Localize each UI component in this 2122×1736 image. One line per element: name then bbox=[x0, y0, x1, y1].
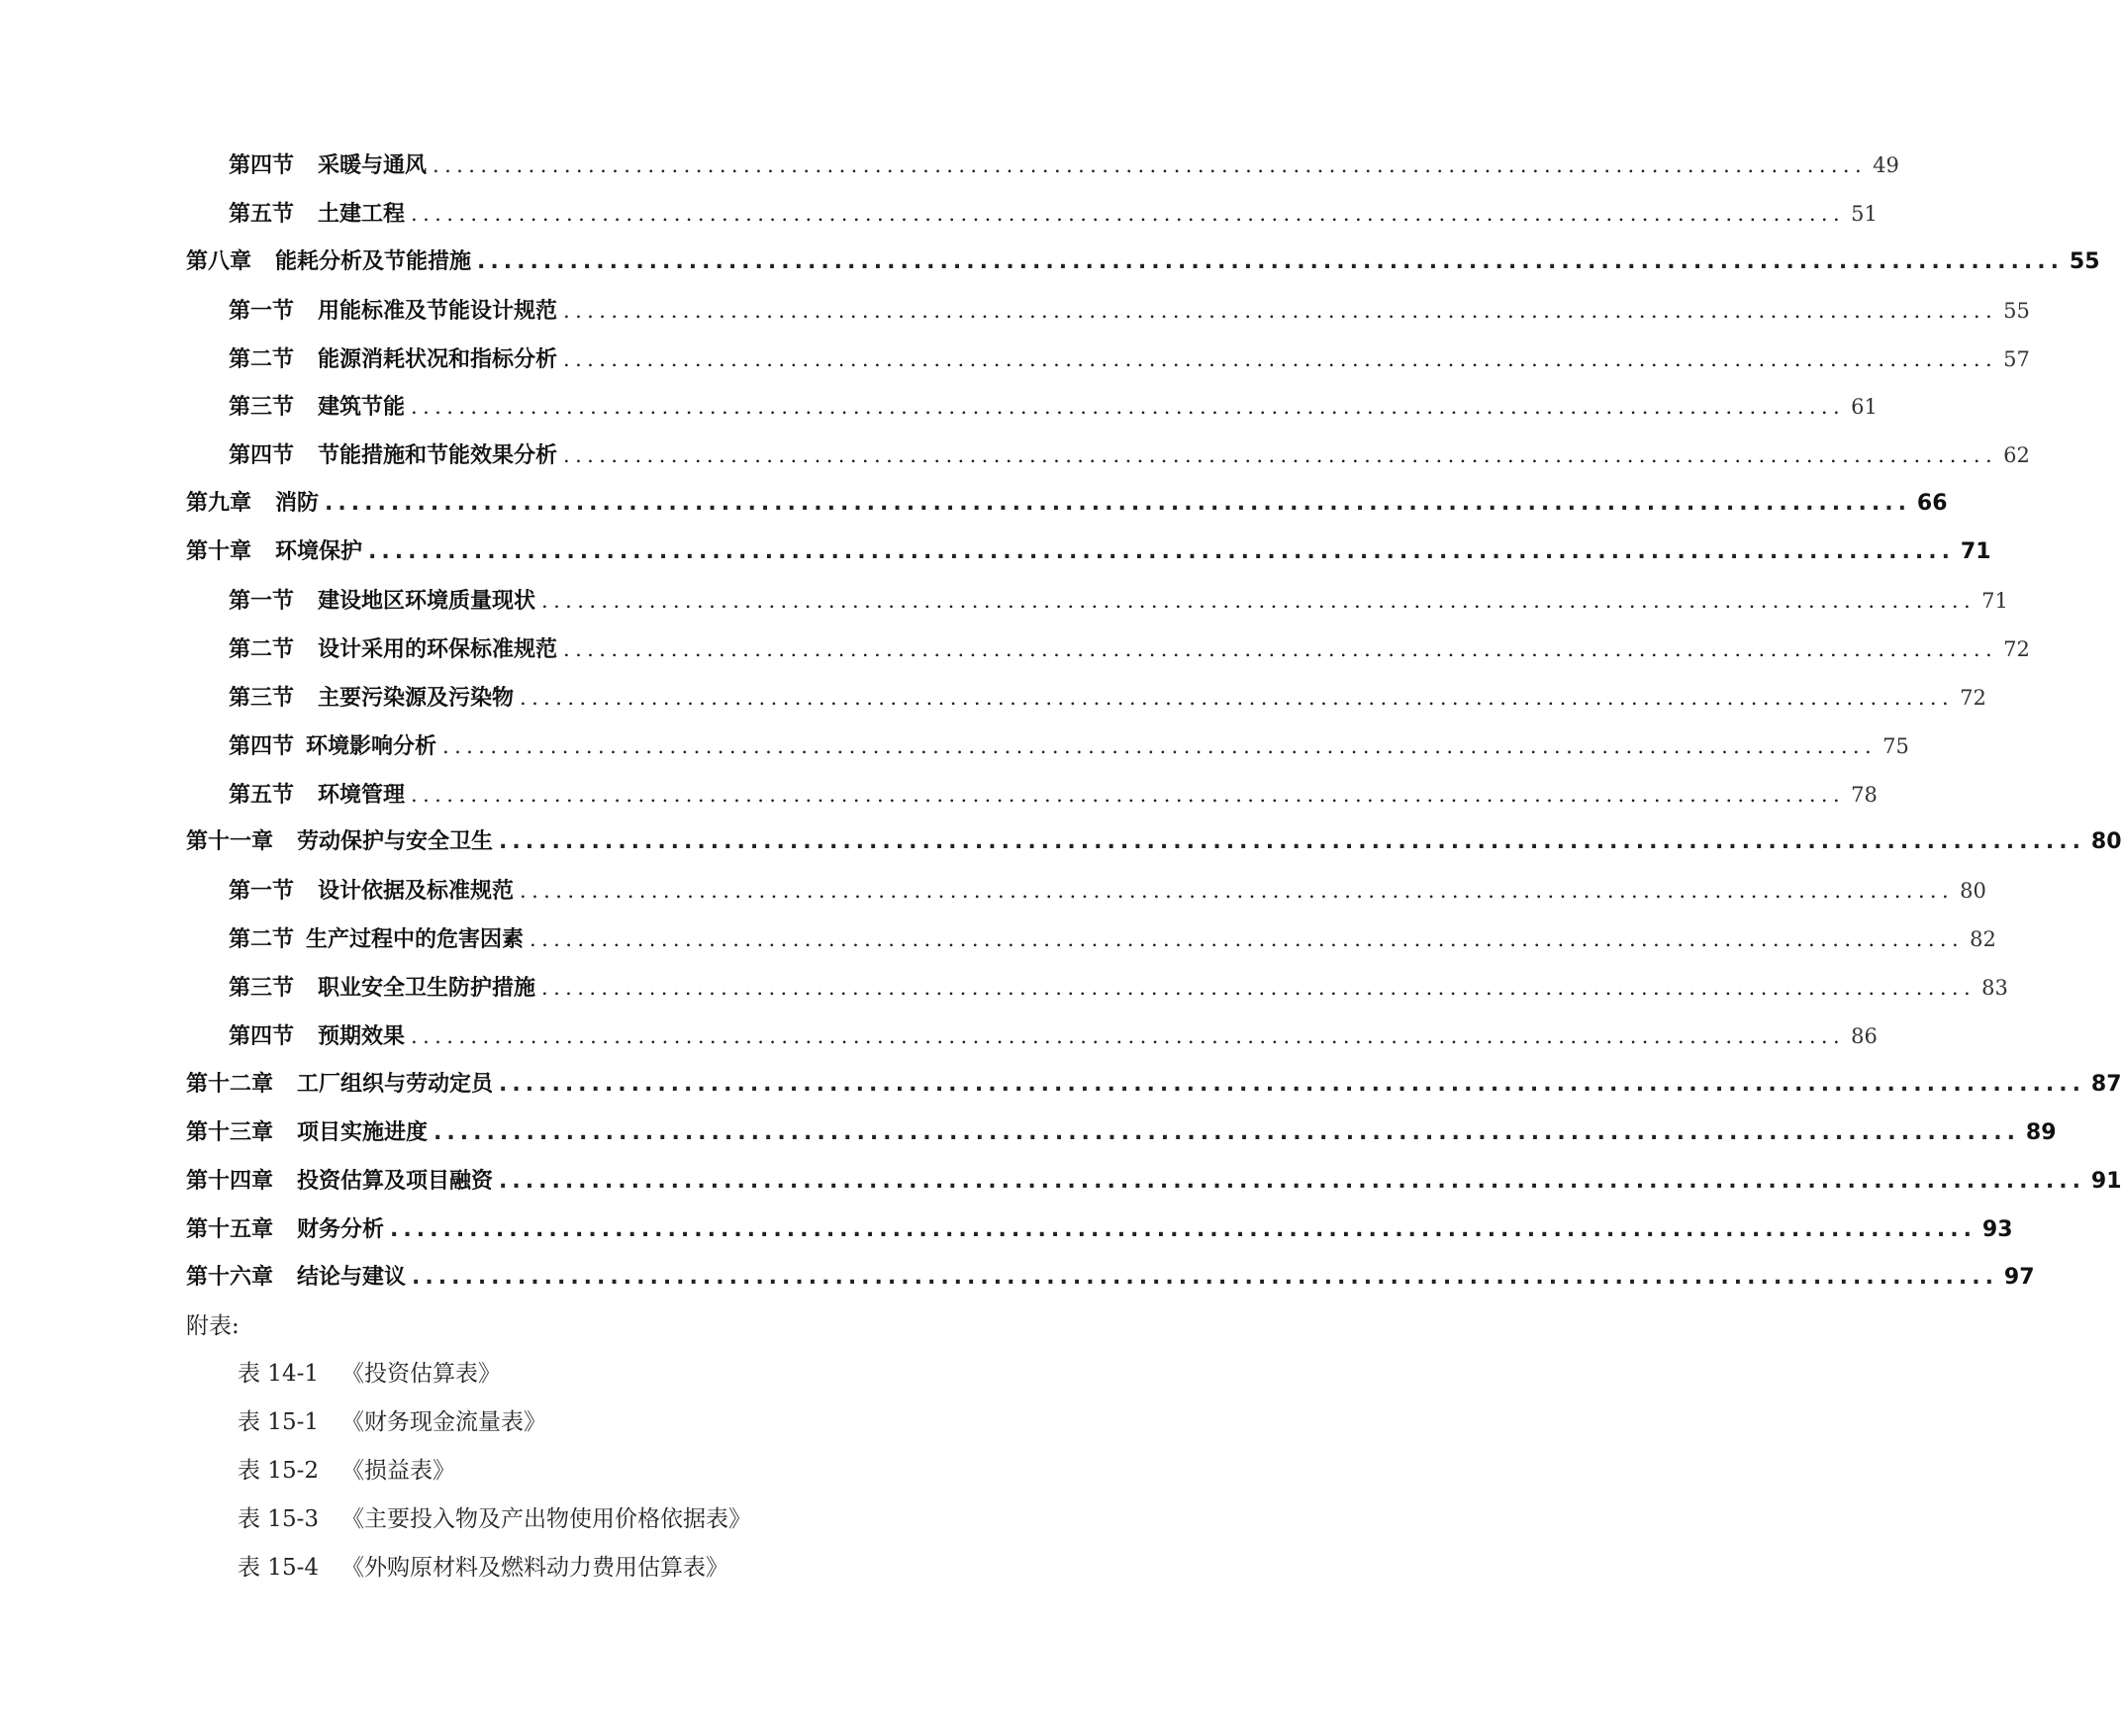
toc-entry-page: 55 bbox=[2003, 298, 2030, 323]
toc-dot-leader: ........................................................................................................................ bbox=[520, 685, 1955, 710]
toc-dot-leader: ........................................................................................................................ bbox=[411, 395, 1846, 420]
toc-entry-title: 财务分析 bbox=[297, 1216, 385, 1242]
appendix-item-code: 表 15-4 bbox=[238, 1554, 319, 1581]
toc-entry-number: 第一节 bbox=[229, 298, 295, 324]
toc-entry-number: 第四节 bbox=[229, 1024, 295, 1050]
toc-entry-page: 93 bbox=[1981, 1216, 2013, 1242]
appendix-item-code: 表 15-2 bbox=[238, 1457, 319, 1484]
toc-dot-leader: ........................................................................................................................ bbox=[499, 829, 2085, 855]
toc-entry-number: 第五节 bbox=[229, 201, 295, 227]
toc-entry-page: 72 bbox=[2003, 636, 2030, 661]
appendix-title: 附表: bbox=[186, 1313, 240, 1339]
toc-dot-leader: ........................................................................................................................ bbox=[499, 1071, 2085, 1097]
toc-entry-page: 87 bbox=[2090, 1071, 2122, 1097]
toc-entry-title: 环境保护 bbox=[275, 539, 363, 565]
toc-entry-title: 项目实施进度 bbox=[297, 1119, 429, 1145]
toc-entry-page: 62 bbox=[2003, 443, 2030, 468]
toc-entry-title: 结论与建议 bbox=[297, 1265, 407, 1291]
appendix-item-code: 表 15-3 bbox=[238, 1505, 319, 1532]
toc-entry-page: 83 bbox=[1981, 976, 2008, 1001]
toc-chapter-row[interactable] bbox=[186, 1254, 2035, 1302]
toc-chapter-row[interactable] bbox=[186, 480, 1948, 529]
toc-dot-leader: ........................................................................................................................ bbox=[541, 976, 1977, 1001]
toc-entry-title: 消防 bbox=[275, 491, 320, 517]
toc-section-row[interactable] bbox=[186, 916, 1996, 964]
toc-entry-number: 第八章 bbox=[186, 248, 252, 274]
toc-entry-page: 57 bbox=[2003, 346, 2030, 371]
toc-entry-title: 预期效果 bbox=[318, 1024, 406, 1050]
appendix-item-name: 《投资估算表》 bbox=[341, 1361, 501, 1387]
toc-section-row[interactable] bbox=[186, 626, 2030, 674]
toc-entry-title: 能源消耗状况和指标分析 bbox=[318, 346, 558, 372]
toc-entry-number: 第二节 bbox=[229, 636, 295, 662]
toc-chapter-row[interactable] bbox=[186, 1061, 2122, 1109]
toc-entry-title: 主要污染源及污染物 bbox=[318, 685, 515, 711]
toc-entry-title: 建筑节能 bbox=[318, 395, 406, 421]
toc-dot-leader: ........................................................................................................................ bbox=[411, 1024, 1846, 1049]
toc-dot-leader: ........................................................................................................................ bbox=[325, 491, 1911, 517]
appendix-item-name: 《主要投入物及产出物使用价格依据表》 bbox=[341, 1505, 751, 1532]
toc-entry-page: 71 bbox=[1981, 589, 2008, 614]
toc-entry-number: 第三节 bbox=[229, 685, 295, 711]
toc-section-row[interactable] bbox=[186, 190, 1878, 239]
toc-entry-page: 89 bbox=[2025, 1119, 2057, 1145]
toc-entry-number: 第三节 bbox=[229, 395, 295, 421]
appendix-list bbox=[238, 1350, 751, 1591]
toc-entry-title: 环境管理 bbox=[318, 782, 406, 808]
toc-entry-number: 第四节 bbox=[229, 733, 295, 759]
toc-dot-leader: ........................................................................................................................ bbox=[563, 346, 1998, 371]
toc-entry-number: 第二节 bbox=[229, 346, 295, 372]
toc-entry-title: 土建工程 bbox=[318, 201, 406, 227]
toc-section-row[interactable] bbox=[186, 867, 1986, 916]
toc-section-row[interactable] bbox=[186, 723, 1909, 771]
appendix-item bbox=[238, 1350, 751, 1398]
toc-dot-leader: ........................................................................................................................ bbox=[477, 248, 2064, 274]
toc-section-row[interactable] bbox=[186, 577, 2008, 626]
toc-dot-leader: ........................................................................................................................ bbox=[530, 927, 1965, 952]
toc-entry-page: 66 bbox=[1916, 491, 1948, 517]
toc-entry-page: 97 bbox=[2003, 1265, 2035, 1291]
toc-entry-title: 生产过程中的危害因素 bbox=[306, 927, 525, 953]
toc-section-row[interactable] bbox=[186, 287, 2030, 336]
toc-dot-leader: ........................................................................................................................ bbox=[563, 443, 1998, 468]
toc-entry-title: 设计采用的环保标准规范 bbox=[318, 636, 558, 662]
toc-dot-leader: ........................................................................................................................ bbox=[442, 733, 1878, 758]
toc-dot-leader: ........................................................................................................................ bbox=[390, 1216, 1977, 1242]
toc-section-row[interactable] bbox=[186, 771, 1878, 820]
toc-section-row[interactable] bbox=[186, 336, 2030, 384]
appendix-item bbox=[238, 1495, 751, 1544]
toc-entry-page: 86 bbox=[1851, 1024, 1878, 1049]
toc-entry-page: 91 bbox=[2090, 1168, 2122, 1194]
toc-entry-page: 82 bbox=[1970, 927, 1996, 952]
toc-entry-page: 80 bbox=[1960, 879, 1986, 904]
toc-dot-leader: ........................................................................................................................ bbox=[434, 1119, 2020, 1145]
toc-dot-leader: ........................................................................................................................ bbox=[411, 201, 1846, 226]
toc-entry-number: 第十章 bbox=[186, 539, 252, 565]
toc-entry-title: 劳动保护与安全卫生 bbox=[297, 829, 494, 855]
toc-entry-number: 第一节 bbox=[229, 589, 295, 615]
toc-entry-page: 61 bbox=[1851, 395, 1878, 420]
toc-dot-leader: ........................................................................................................................ bbox=[541, 589, 1977, 614]
toc-entry-number: 第十六章 bbox=[186, 1265, 274, 1291]
toc-section-row[interactable] bbox=[186, 383, 1878, 432]
toc-entry-page: 71 bbox=[1960, 539, 1991, 565]
toc-entry-number: 第二节 bbox=[229, 927, 295, 953]
toc-entry-number: 第十四章 bbox=[186, 1168, 274, 1194]
toc-entry-number: 第一节 bbox=[229, 879, 295, 905]
table-of-contents bbox=[186, 142, 2122, 1302]
toc-entry-number: 第十五章 bbox=[186, 1216, 274, 1242]
toc-chapter-row[interactable] bbox=[186, 239, 2100, 287]
toc-entry-title: 节能措施和节能效果分析 bbox=[318, 443, 558, 469]
toc-section-row[interactable] bbox=[186, 142, 1899, 190]
toc-entry-number: 第三节 bbox=[229, 976, 295, 1002]
appendix-item bbox=[238, 1544, 751, 1592]
toc-dot-leader: ........................................................................................................................ bbox=[499, 1168, 2085, 1194]
toc-dot-leader: ........................................................................................................................ bbox=[520, 879, 1955, 904]
toc-dot-leader: ........................................................................................................................ bbox=[412, 1265, 1998, 1291]
toc-section-row[interactable] bbox=[186, 674, 1986, 723]
toc-chapter-row[interactable] bbox=[186, 529, 1991, 577]
toc-entry-title: 投资估算及项目融资 bbox=[297, 1168, 494, 1194]
toc-entry-title: 用能标准及节能设计规范 bbox=[318, 298, 558, 324]
appendix-item-code: 表 15-1 bbox=[238, 1408, 319, 1435]
appendix-item bbox=[238, 1447, 751, 1495]
toc-section-row[interactable] bbox=[186, 964, 2008, 1013]
toc-dot-leader: ........................................................................................................................ bbox=[563, 298, 1998, 323]
toc-section-row[interactable] bbox=[186, 1013, 1878, 1061]
toc-entry-page: 51 bbox=[1851, 201, 1878, 226]
toc-entry-title: 环境影响分析 bbox=[306, 733, 437, 759]
toc-entry-number: 第四节 bbox=[229, 443, 295, 469]
toc-chapter-row[interactable] bbox=[186, 1158, 2122, 1206]
toc-dot-leader: ........................................................................................................................ bbox=[563, 636, 1998, 661]
appendix-item-code: 表 14-1 bbox=[238, 1361, 319, 1387]
toc-entry-page: 72 bbox=[1960, 685, 1986, 710]
toc-entry-page: 78 bbox=[1851, 782, 1878, 807]
toc-entry-number: 第十一章 bbox=[186, 829, 274, 855]
toc-entry-number: 第五节 bbox=[229, 782, 295, 808]
toc-dot-leader: ........................................................................................................................ bbox=[411, 782, 1846, 807]
appendix-item-name: 《损益表》 bbox=[341, 1457, 455, 1484]
toc-entry-page: 80 bbox=[2090, 829, 2122, 855]
toc-chapter-row[interactable] bbox=[186, 1206, 2013, 1255]
toc-dot-leader: ........................................................................................................................ bbox=[433, 153, 1868, 177]
toc-entry-number: 第十三章 bbox=[186, 1119, 274, 1145]
toc-entry-title: 采暖与通风 bbox=[318, 153, 428, 178]
toc-entry-page: 49 bbox=[1873, 153, 1899, 177]
appendix-item-name: 《外购原材料及燃料动力费用估算表》 bbox=[341, 1554, 728, 1581]
toc-entry-page: 75 bbox=[1882, 733, 1909, 758]
appendix-item bbox=[238, 1398, 751, 1447]
toc-entry-number: 第十二章 bbox=[186, 1071, 274, 1097]
toc-entry-number: 第四节 bbox=[229, 153, 295, 178]
toc-entry-title: 工厂组织与劳动定员 bbox=[297, 1071, 494, 1097]
toc-entry-number: 第九章 bbox=[186, 491, 252, 517]
toc-entry-title: 职业安全卫生防护措施 bbox=[318, 976, 536, 1002]
toc-dot-leader: ........................................................................................................................ bbox=[368, 539, 1955, 565]
toc-entry-title: 能耗分析及节能措施 bbox=[275, 248, 472, 274]
toc-entry-title: 建设地区环境质量现状 bbox=[318, 589, 536, 615]
toc-chapter-row[interactable] bbox=[186, 819, 2122, 867]
toc-section-row[interactable] bbox=[186, 432, 2030, 480]
toc-entry-page: 55 bbox=[2069, 248, 2100, 274]
toc-chapter-row[interactable] bbox=[186, 1109, 2057, 1158]
toc-entry-title: 设计依据及标准规范 bbox=[318, 879, 515, 905]
appendix-item-name: 《财务现金流量表》 bbox=[341, 1408, 546, 1435]
